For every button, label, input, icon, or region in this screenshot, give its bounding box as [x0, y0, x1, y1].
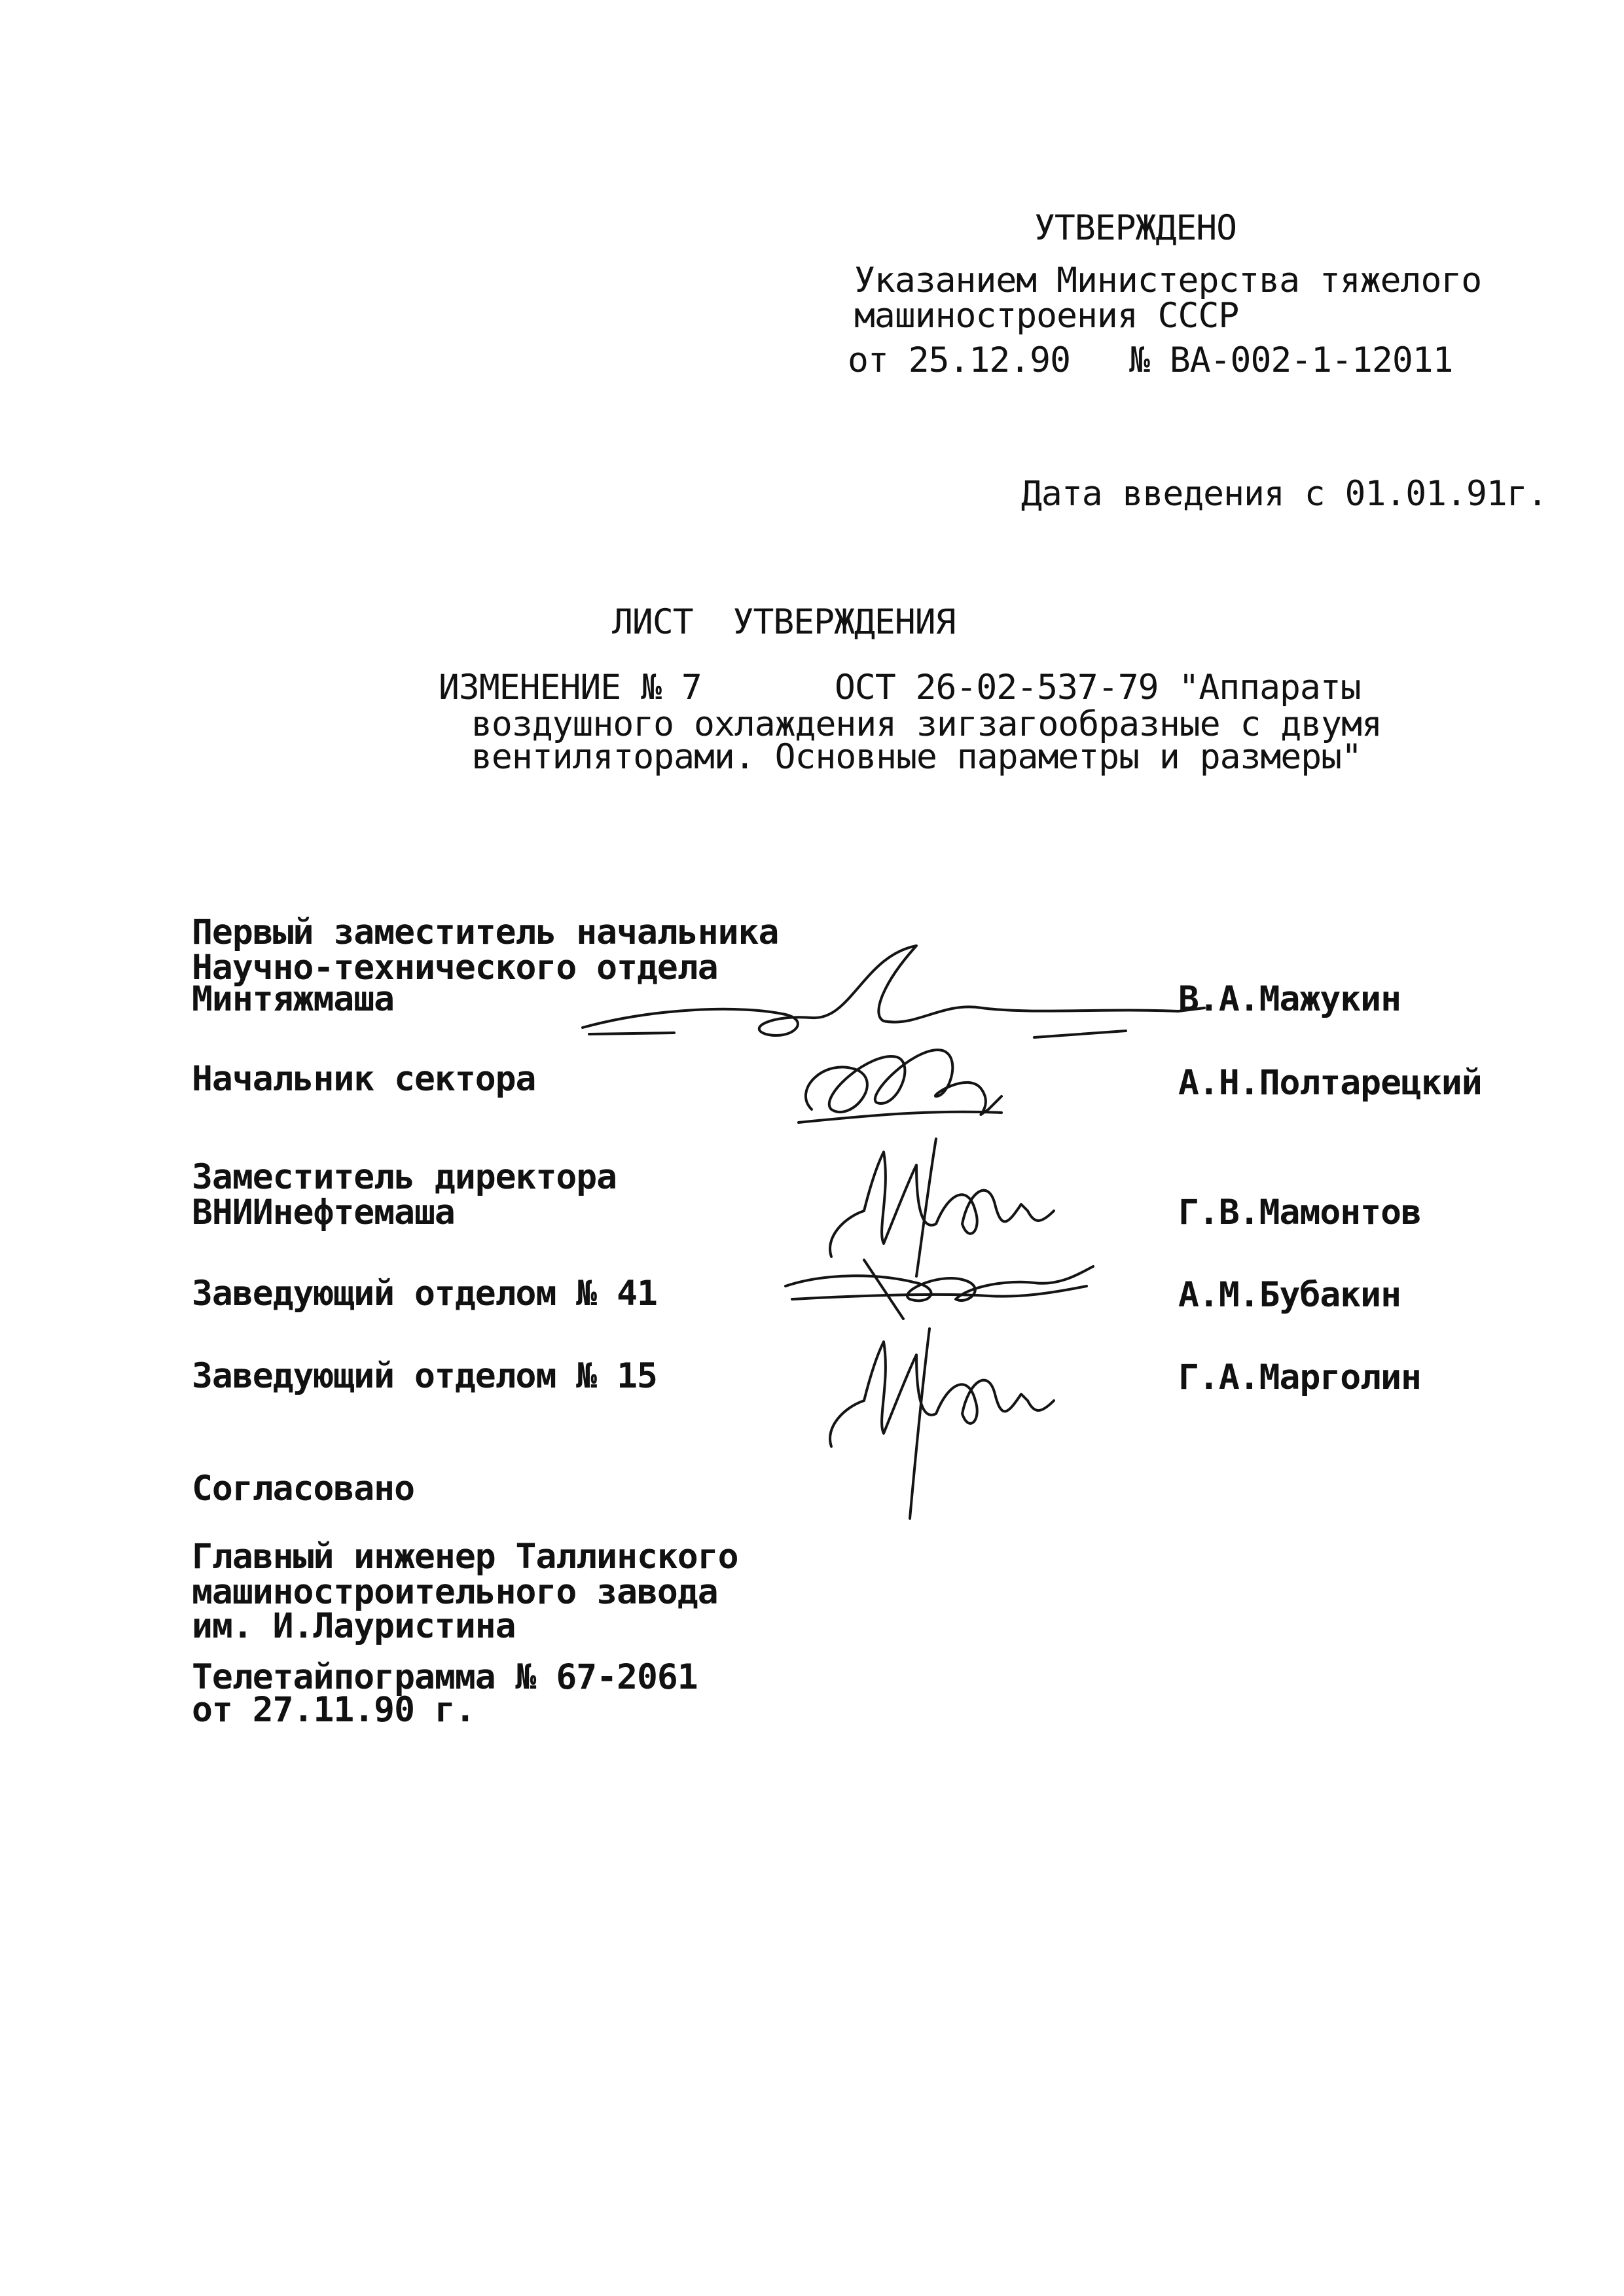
signatory-2-name: А.Н.Полтарецкий	[1178, 1063, 1482, 1103]
change-line3: вентиляторами. Основные параметры и размеры"	[471, 737, 1362, 777]
approval-date: от 25.12.90	[848, 340, 1070, 380]
agreed-org-line1: Главный инженер Таллинского	[192, 1537, 738, 1577]
agreed-heading: Согласовано	[192, 1469, 414, 1509]
sheet-title: ЛИСТ УТВЕРЖДЕНИЯ	[612, 602, 956, 642]
approval-heading: УТВЕРЖДЕНО	[1034, 208, 1237, 248]
telegram-line1: Телетайпограмма № 67-2061	[192, 1657, 698, 1697]
agreed-org-line3: им. И.Лауристина	[192, 1606, 516, 1646]
agreed-org-line2: машиностроительного завода	[192, 1572, 718, 1612]
signatory-1-position-line1: Первый заместитель начальника	[192, 912, 779, 952]
approval-authority-line2: машиностроения СССР	[854, 296, 1239, 336]
signatory-4-name: А.М.Бубакин	[1178, 1275, 1401, 1315]
signatory-4-position: Заведующий отделом № 41	[192, 1274, 657, 1314]
change-line2: воздушного охлаждения зигзагообразные с двумя	[471, 704, 1382, 744]
signatory-5-position: Заведующий отделом № 15	[192, 1356, 657, 1396]
signatory-1-position-line3: Минтяжмаша	[192, 979, 395, 1019]
signatory-1-position-line2: Научно-технического отдела	[192, 948, 718, 988]
signatory-3-position-line1: Заместитель директора	[192, 1157, 617, 1197]
effective-date: Дата введения с 01.01.91г.	[1021, 474, 1547, 514]
change-line1: ОСТ 26-02-537-79 "Аппараты	[835, 668, 1361, 708]
signatory-2-position: Начальник сектора	[192, 1059, 536, 1099]
signatory-3-position-line2: ВНИИнефтемаша	[192, 1193, 455, 1232]
change-label: ИЗМЕНЕНИЕ № 7	[439, 668, 702, 708]
telegram-line2: от 27.11.90 г.	[192, 1690, 475, 1730]
signatory-1-name: В.А.Мажукин	[1178, 979, 1401, 1019]
approval-number: № ВА-002-1-12011	[1129, 340, 1453, 380]
signature-5	[818, 1316, 1093, 1525]
approval-authority-line1: Указанием Министерства тяжелого	[854, 260, 1482, 300]
signatory-3-name: Г.В.Мамонтов	[1178, 1193, 1421, 1232]
signatory-5-name: Г.А.Марголин	[1178, 1357, 1421, 1397]
